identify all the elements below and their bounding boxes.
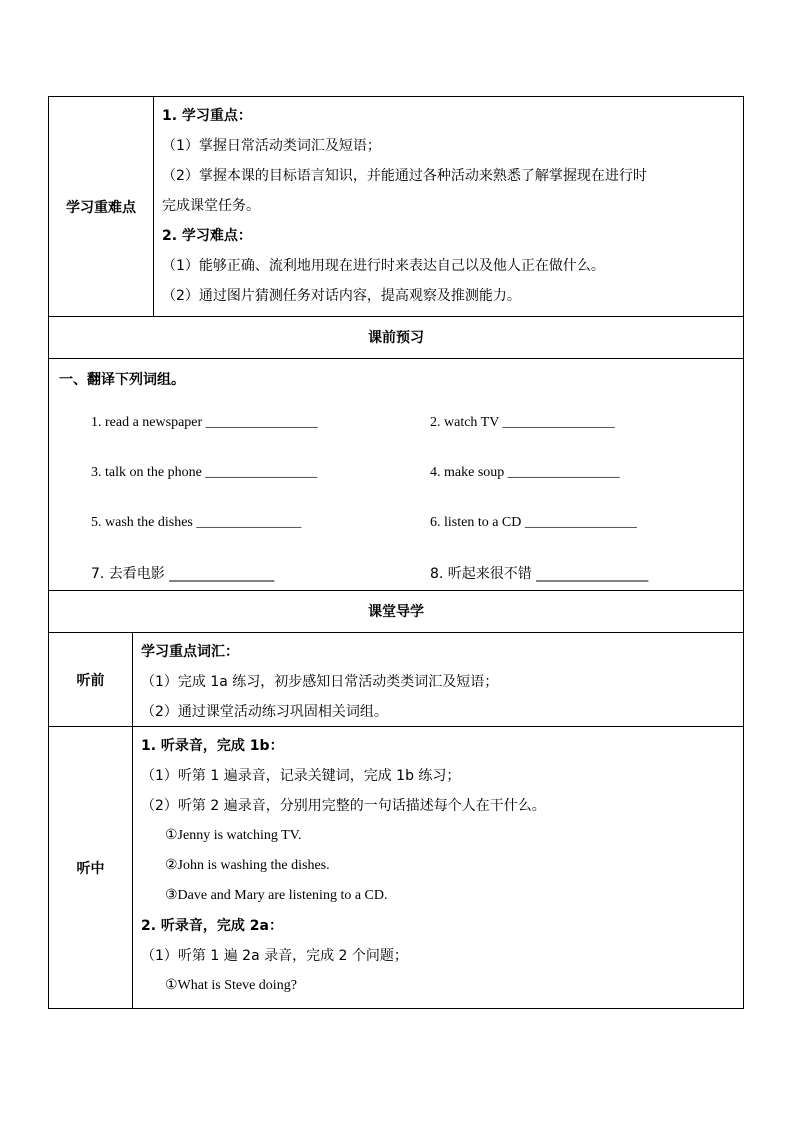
before-line: （2）通过课堂活动练习巩固相关词组。 — [141, 704, 388, 720]
during-line: 2. 听录音，完成 2a： — [141, 918, 283, 934]
translation-item: 8. 听起来很不错 ________________ — [430, 566, 649, 582]
key-points-line: （2）掌握本课的目标语言知识，并能通过各种活动来熟悉了解掌握现在进行时 — [162, 168, 647, 184]
key-points-line: （2）通过图片猜测任务对话内容，提高观察及推测能力。 — [162, 288, 521, 304]
translation-item: 2. watch TV ________________ — [430, 415, 615, 430]
during-line: ③Dave and Mary are listening to a CD. — [165, 888, 388, 903]
translation-item: 6. listen to a CD ________________ — [430, 515, 637, 530]
during-line: 1. 听录音，完成 1b： — [141, 738, 284, 754]
translation-item: 7. 去看电影 _______________ — [91, 566, 275, 582]
key-points-row — [49, 97, 743, 317]
during-listening-label: 听中 — [49, 727, 133, 1008]
classroom-heading: 课堂导学 — [49, 591, 743, 633]
during-listening-content — [133, 727, 743, 1008]
worksheet-table — [48, 96, 744, 1009]
before-line: （1）完成 1a 练习，初步感知日常活动类类词汇及短语； — [141, 674, 499, 690]
during-line: （1）听第 1 遍 2a 录音，完成 2 个问题； — [141, 948, 408, 964]
during-line: ①Jenny is watching TV. — [165, 828, 302, 843]
during-line: （1）听第 1 遍录音，记录关键词，完成 1b 练习； — [141, 768, 461, 784]
during-listening-row — [49, 727, 743, 1009]
preview-section-title: 一、翻译下列词组。 — [59, 372, 185, 388]
translation-item: 3. talk on the phone ________________ — [91, 465, 318, 480]
key-points-line: （1）能够正确、流利地用现在进行时来表达自己以及他人正在做什么。 — [162, 258, 605, 274]
before-listening-label: 听前 — [49, 633, 133, 726]
worksheet-page — [48, 96, 744, 1009]
translation-item: 5. wash the dishes _______________ — [91, 515, 302, 530]
translation-item: 1. read a newspaper ________________ — [91, 415, 318, 430]
translation-grid — [49, 393, 743, 625]
during-line: （2）听第 2 遍录音，分别用完整的一句话描述每个人在干什么。 — [141, 798, 546, 814]
before-listening-content — [133, 633, 743, 726]
during-line: ②John is washing the dishes. — [165, 858, 330, 873]
translation-item: 4. make soup ________________ — [430, 465, 620, 480]
preview-heading: 课前预习 — [49, 317, 743, 359]
key-points-content — [154, 97, 743, 316]
key-points-line: 完成课堂任务。 — [162, 198, 260, 214]
key-points-line: 1. 学习重点： — [162, 108, 252, 124]
key-points-line: 2. 学习难点： — [162, 228, 252, 244]
during-line: ①What is Steve doing? — [165, 978, 297, 993]
key-points-line: （1）掌握日常活动类词汇及短语； — [162, 138, 381, 154]
preview-section — [49, 359, 743, 591]
before-listening-row — [49, 633, 743, 727]
key-points-label: 学习重难点 — [49, 97, 154, 316]
before-line: 学习重点词汇： — [141, 644, 239, 660]
